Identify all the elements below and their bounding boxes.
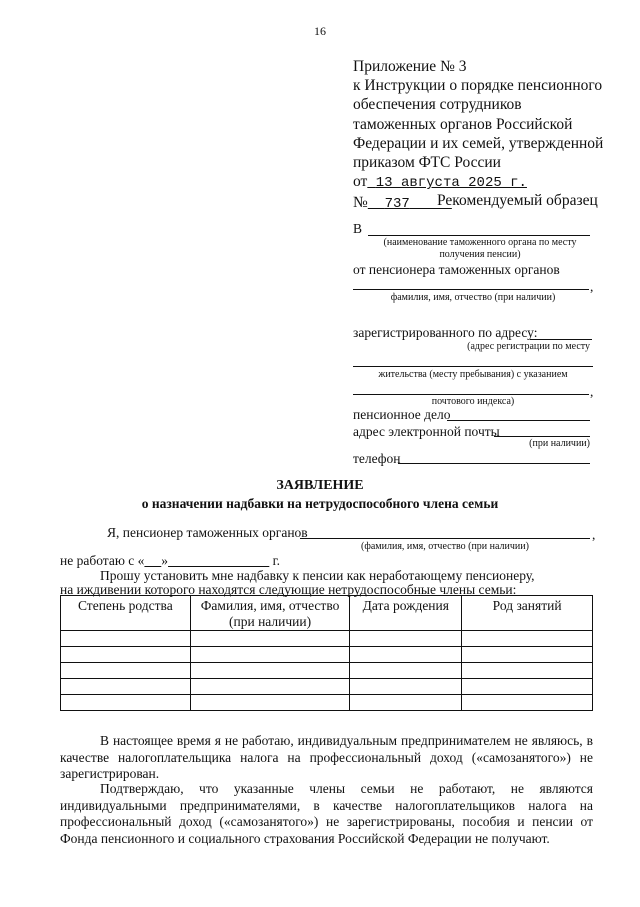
address-line-1[interactable]: [530, 339, 592, 340]
table-cell[interactable]: [61, 679, 191, 695]
table-cell[interactable]: [190, 663, 350, 679]
pension-case-label: пенсионное дело: [353, 407, 451, 422]
table-header-row: [61, 596, 593, 631]
phone-line[interactable]: [398, 463, 590, 464]
recommended-sample: Рекомендуемый образец: [437, 192, 598, 209]
table-cell[interactable]: [350, 663, 462, 679]
table-row: [61, 663, 593, 679]
comma: ,: [590, 279, 594, 294]
family-members-table: [60, 595, 593, 711]
email-hint: (при наличии): [529, 438, 590, 449]
to-label: В: [353, 221, 363, 236]
request-line-2: на иждивении которого находятся следующие нетрудоспособные члены семьи:: [60, 582, 517, 597]
address-hint-1: (адрес регистрации по месту: [467, 341, 590, 352]
table-cell[interactable]: [350, 631, 462, 647]
order-date: 13 августа 2025 г.: [375, 175, 527, 192]
pensioner-name-hint: (фамилия, имя, отчество (при наличии): [361, 541, 529, 552]
address-line-2[interactable]: [353, 366, 593, 367]
table-cell[interactable]: [190, 679, 350, 695]
table-cell[interactable]: [190, 631, 350, 647]
statement-title: ЗАЯВЛЕНИЕ: [276, 478, 364, 493]
table-row: [61, 647, 593, 663]
email-label: адрес электронной почты: [353, 424, 500, 439]
table-cell[interactable]: [61, 663, 191, 679]
declaration-paragraph-2: Подтверждаю, что указанные члены семьи не работают, не являются индивидуальными предпринимателями, в качестве налогоплательщиков налога на профессиональный доход («самозанятого») не зарегистрированы, пособия и пенсии от Фонда пенсионного и социального страхования Российской Федерации не получают.: [60, 781, 593, 846]
header-birth-date: Дата рождения: [350, 596, 462, 631]
table-row: [61, 695, 593, 711]
appendix-line: таможенных органов Российской: [353, 115, 573, 133]
appendix-block: [353, 57, 613, 215]
table-cell[interactable]: [61, 647, 191, 663]
table-cell[interactable]: [350, 647, 462, 663]
table-row: [61, 679, 593, 695]
appendix-line: Федерации и их семей, утвержденной: [353, 134, 604, 152]
comma: ,: [590, 384, 594, 399]
from-label: от пенсионера таможенных органов: [353, 262, 560, 277]
table-cell[interactable]: [462, 647, 593, 663]
number-prefix: №: [353, 194, 368, 212]
to-hint: (наименование таможенного органа по месту получения пенсии): [383, 237, 577, 260]
appendix-line: приказом ФТС России: [353, 154, 501, 172]
table-row: [61, 631, 593, 647]
address-line-3[interactable]: [353, 394, 589, 395]
appendix-title: Приложение № 3: [353, 58, 467, 75]
name-line[interactable]: [353, 289, 589, 290]
appendix-line: к Инструкции о порядке пенсионного: [353, 77, 603, 95]
registered-label: зарегистрированного по адресу:: [353, 325, 538, 340]
header-relation: Степень родства: [61, 596, 191, 631]
table-cell[interactable]: [350, 695, 462, 711]
table-cell[interactable]: [61, 695, 191, 711]
table-cell[interactable]: [462, 631, 593, 647]
table-cell[interactable]: [350, 679, 462, 695]
header-full-name: Фамилия, имя, отчество (при наличии): [190, 596, 350, 631]
phone-label: телефон: [353, 451, 401, 466]
name-hint: фамилия, имя, отчество (при наличии): [390, 292, 556, 303]
address-hint-3: почтового индекса): [431, 396, 515, 407]
pensioner-name-line[interactable]: [300, 538, 590, 539]
intro-text: Я, пенсионер таможенных органов: [107, 525, 308, 540]
not-working-line: не работаю с « » г.: [60, 553, 281, 568]
date-prefix: от: [353, 173, 368, 191]
table-cell[interactable]: [61, 631, 191, 647]
statement-subtitle: о назначении надбавки на нетрудоспособного члена семьи: [141, 496, 499, 511]
pension-case-line[interactable]: [447, 420, 590, 421]
comma: ,: [592, 527, 596, 542]
email-line[interactable]: [494, 436, 590, 437]
table-cell[interactable]: [462, 695, 593, 711]
request-line-1: Прошу установить мне надбавку к пенсии как неработающему пенсионеру,: [100, 568, 535, 583]
address-hint-2: жительства (месту пребывания) с указанием: [378, 369, 568, 380]
page-number: 16: [314, 24, 326, 38]
header-occupation: Род занятий: [462, 596, 593, 631]
appendix-line: обеспечения сотрудников: [353, 96, 522, 114]
declaration-paragraph-1: В настоящее время я не работаю, индивидуальным предпринимателем не являюсь, в качестве налогоплательщика налога на профессиональный доход («самозанятого») не зарегистрирован.: [60, 733, 593, 781]
table-cell[interactable]: [462, 663, 593, 679]
order-number: 737: [384, 196, 410, 213]
table-cell[interactable]: [462, 679, 593, 695]
table-cell[interactable]: [190, 695, 350, 711]
to-line[interactable]: [368, 235, 590, 236]
table-cell[interactable]: [190, 647, 350, 663]
